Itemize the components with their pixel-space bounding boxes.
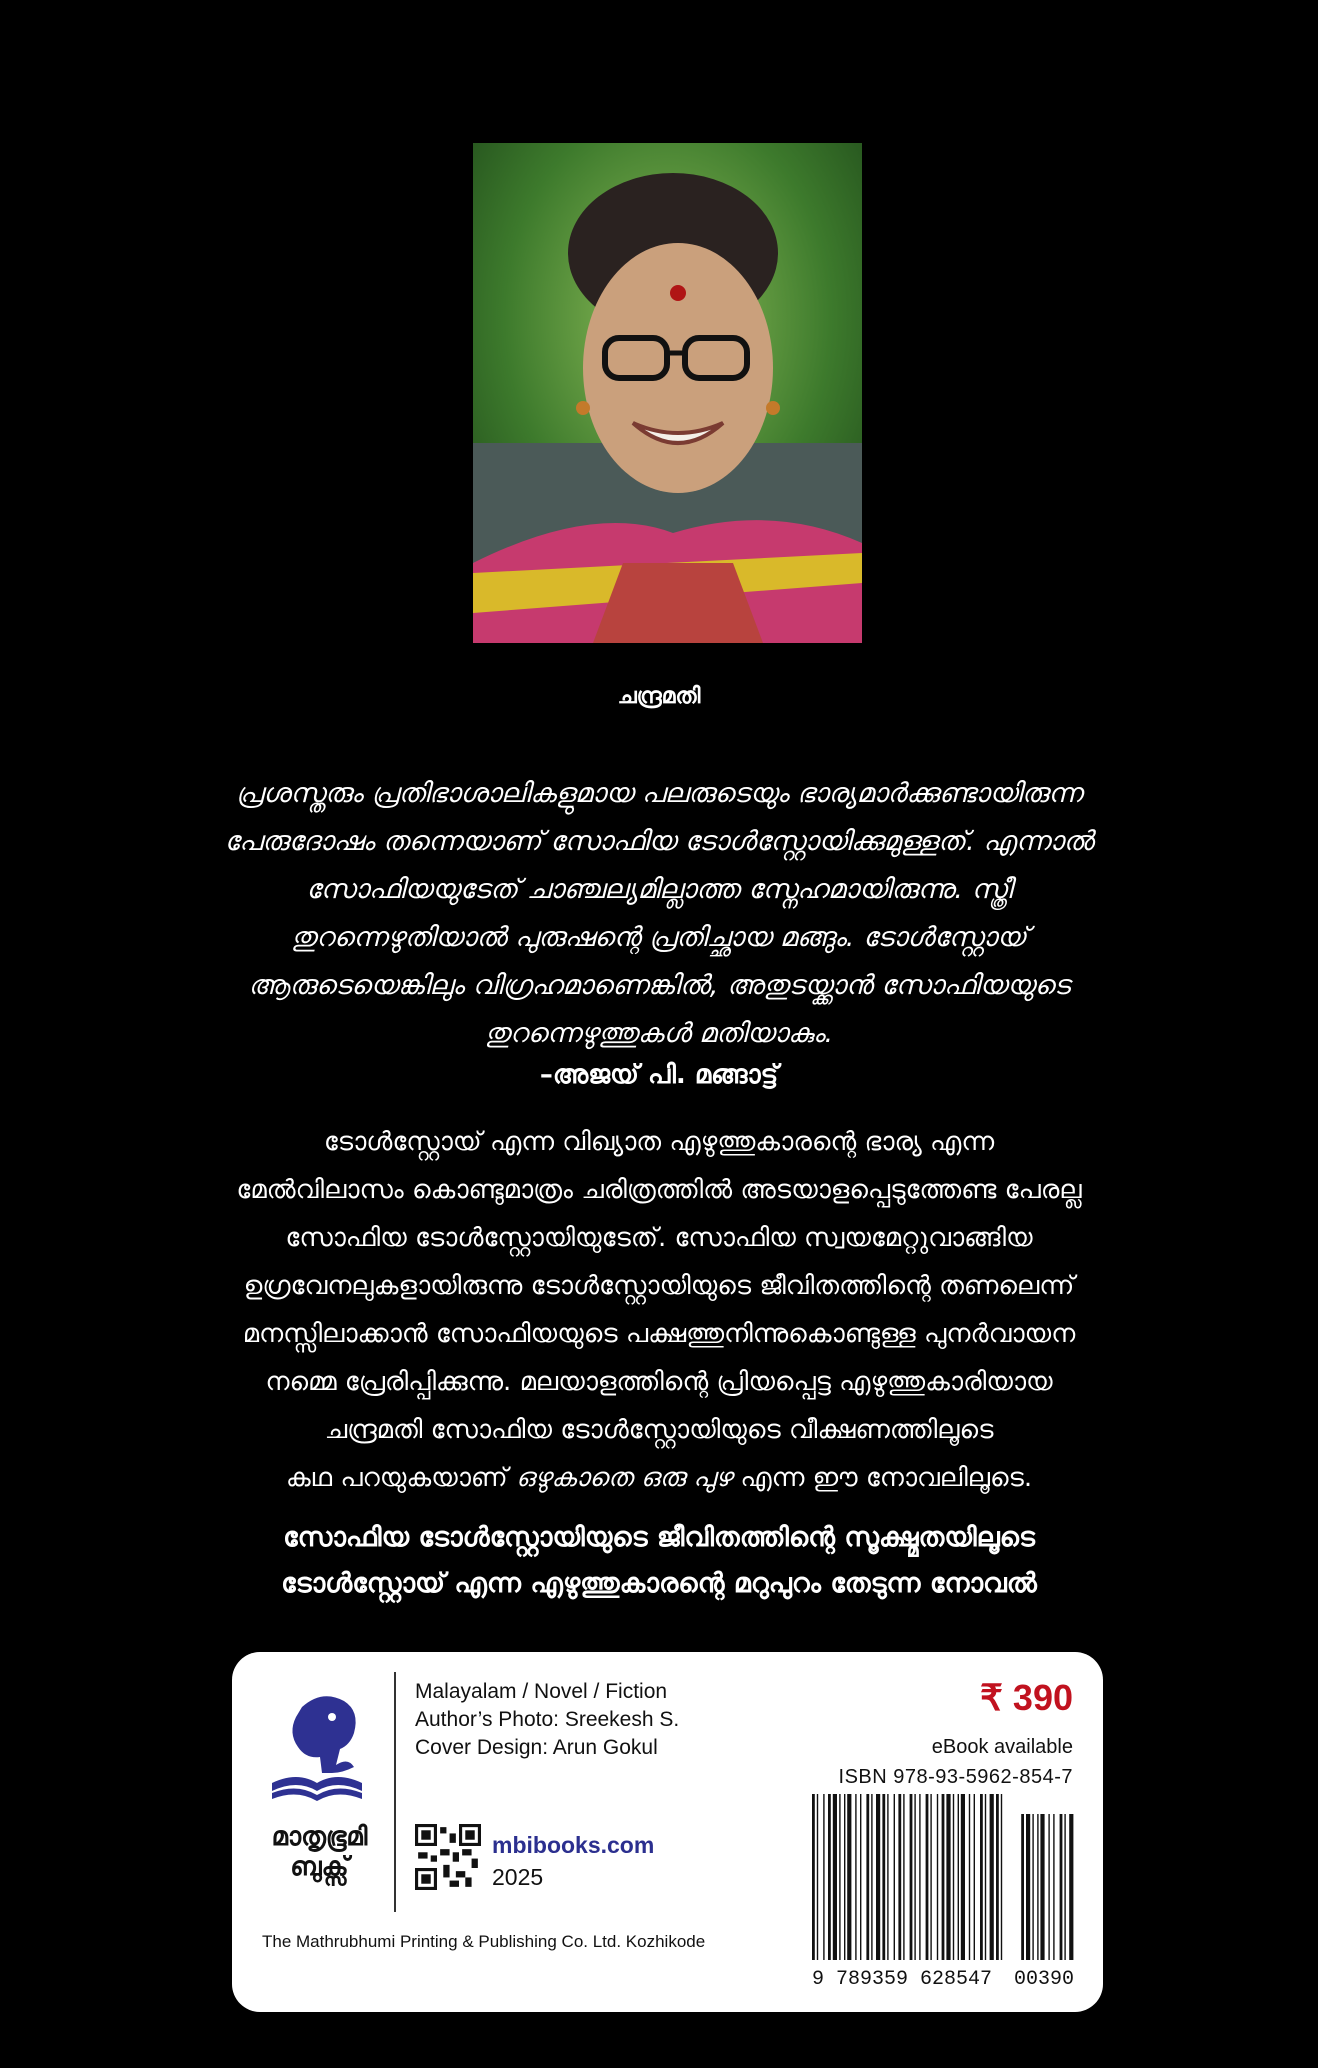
barcode-bar xyxy=(910,1794,913,1960)
author-name-caption: ചന്ദ്രമതി xyxy=(617,684,701,709)
barcode-bar xyxy=(930,1794,931,1960)
barcode-bar xyxy=(876,1794,880,1960)
book-title: ഒഴുകാതെ ഒരു പുഴ xyxy=(515,1463,733,1493)
blurb-line: മേൽവിലാസം കൊണ്ടുമാത്രം ചരിത്രത്തിൽ അടയാളപ്പെടുത്തേണ്ട പേരല്ല xyxy=(236,1175,1082,1205)
barcode-bar xyxy=(937,1794,938,1960)
price: ₹ 390 xyxy=(980,1677,1073,1718)
barcode-bar xyxy=(894,1794,895,1960)
barcode-addon-bar xyxy=(1064,1814,1065,1960)
barcode-bar xyxy=(953,1794,954,1960)
barcode-bar xyxy=(914,1794,915,1960)
quote-attribution: –അജയ് പി. മങ്ങാട്ട് xyxy=(539,1060,779,1090)
publication-year: 2025 xyxy=(492,1864,544,1890)
barcode-bar xyxy=(833,1794,837,1960)
barcode-bar xyxy=(942,1794,945,1960)
qr-code-icon xyxy=(415,1824,481,1890)
isbn: ISBN 978-93-5962-854-7 xyxy=(838,1766,1073,1788)
barcode-bar xyxy=(980,1794,983,1960)
barcode-bar xyxy=(860,1794,861,1960)
blurb-last-line xyxy=(110,1454,1208,1502)
ebook-availability: eBook available xyxy=(931,1736,1073,1758)
barcode-bar xyxy=(903,1794,904,1960)
quote-line: തുറന്നെഴുത്തുകൾ മതിയാകും. xyxy=(484,1018,834,1049)
barcode-addon-bar xyxy=(1053,1814,1054,1960)
quote-line: തുറന്നെഴുതിയാൽ പുരുഷന്റെ പ്രതിച്ഛായ മങ്ങും. ടോൾസ്റ്റോയ് xyxy=(291,922,1027,953)
publisher-name: The Mathrubhumi Printing & Publishing Co. Ltd. Kozhikode xyxy=(262,1932,706,1951)
divider xyxy=(394,1672,396,1912)
isbn-barcode xyxy=(810,1794,1076,1960)
barcode-bar xyxy=(866,1794,869,1960)
barcode-bar xyxy=(847,1794,851,1960)
barcode-bar xyxy=(919,1794,920,1960)
book-blurb xyxy=(110,1118,1208,1502)
barcode-addon-bar xyxy=(1032,1814,1033,1960)
quote-line: ആരുടെയെങ്കിലും വിഗ്രഹമാണെങ്കിൽ, അതുടയ്ക്കാൻ സോഫിയയുടെ xyxy=(248,970,1070,1001)
blurb-line: ടോൾസ്റ്റോയ് എന്ന വിഖ്യാത എഴുത്തുകാരന്റെ ഭാര്യ എന്ന xyxy=(323,1127,995,1157)
barcode-addon-bar xyxy=(1069,1814,1073,1960)
barcode-bar xyxy=(882,1794,885,1960)
barcode-bar xyxy=(985,1794,986,1960)
photo-credit-line: Author’s Photo: Sreekesh S. xyxy=(415,1708,680,1731)
barcode-bar xyxy=(926,1794,929,1960)
barcode-bar xyxy=(823,1794,824,1960)
barcode-addon-bar xyxy=(1037,1814,1038,1960)
barcode-bar xyxy=(990,1794,994,1960)
barcode-addon-bar xyxy=(1026,1814,1030,1960)
barcode-addon-number: 00390 xyxy=(1014,1968,1075,1991)
book-details xyxy=(415,1678,679,1762)
barcode-bar xyxy=(871,1794,872,1960)
barcode-number: 9 789359 628547 xyxy=(812,1968,993,1991)
blurb-line: മനസ്സിലാക്കാൻ സോഫിയയുടെ പക്ഷത്തുനിന്നുകൊണ്ടുള്ള പുനർവായന xyxy=(242,1319,1076,1349)
barcode-bar xyxy=(898,1794,901,1960)
barcode-bar xyxy=(844,1794,845,1960)
cover-credit-line: Cover Design: Arun Gokul xyxy=(415,1736,658,1759)
barcode-bar xyxy=(887,1794,888,1960)
blurb-line: ഉഗ്രവേനലുകളായിരുന്നു ടോൾസ്റ്റോയിയുടെ ജീവിതത്തിന്റെ തണലെന്ന് xyxy=(243,1271,1075,1301)
quote-line: സോഫിയയുടേത് ചാഞ്ചല്യമില്ലാത്ത സ്നേഹമായിരുന്നു. സ്ത്രീ xyxy=(306,874,1012,905)
barcode-bar xyxy=(812,1794,815,1960)
elephant-logo-icon xyxy=(262,1687,372,1807)
book-tagline xyxy=(110,1515,1208,1607)
publisher-info-panel xyxy=(232,1652,1103,2012)
barcode-bar xyxy=(839,1794,840,1960)
blurb-text: കഥ പറയുകയാണ് xyxy=(285,1463,516,1493)
barcode-bar xyxy=(958,1794,959,1960)
barcode-bar xyxy=(961,1794,965,1960)
publisher-logo-text xyxy=(262,1822,377,1882)
barcode-addon-bar xyxy=(1048,1814,1049,1960)
barcode-addon-bar xyxy=(1060,1814,1063,1960)
review-quote xyxy=(110,770,1208,1058)
logo-text-line: ബുക്സ് xyxy=(290,1852,349,1882)
blurb-line: നമ്മെ പ്രേരിപ്പിക്കുന്നു. മലയാളത്തിന്റെ പ്രിയപ്പെട്ട എഴുത്തുകാരിയായ xyxy=(265,1367,1053,1397)
barcode-bar xyxy=(828,1794,831,1960)
quote-line: പേരുദോഷം തന്നെയാണ് സോഫിയ ടോൾസ്റ്റോയിക്കുമുള്ളത്. എന്നാൽ xyxy=(224,826,1094,857)
genre-line: Malayalam / Novel / Fiction xyxy=(415,1680,668,1703)
barcode-bar xyxy=(974,1794,975,1960)
barcode-bar xyxy=(946,1794,950,1960)
blurb-line: ചന്ദ്രമതി സോഫിയ ടോൾസ്റ്റോയിയുടെ വീക്ഷണത്തിലൂടെ xyxy=(324,1415,994,1445)
barcode-bar xyxy=(996,1794,999,1960)
tagline-line: ടോൾസ്റ്റോയ് എന്ന എഴുത്തുകാരന്റെ മറുപുറം തേടുന്ന നോവൽ xyxy=(281,1568,1037,1599)
author-photo xyxy=(473,143,862,643)
barcode-addon-bar xyxy=(1021,1814,1024,1960)
barcode-bar xyxy=(1001,1794,1002,1960)
blurb-line: സോഫിയ ടോൾസ്റ്റോയിയുടേത്. സോഫിയ സ്വയമേറ്റുവാങ്ങിയ xyxy=(285,1223,1033,1253)
barcode-bar xyxy=(969,1794,970,1960)
barcode-addon-bar xyxy=(1040,1814,1044,1960)
blurb-text: എന്ന ഈ നോവലിലൂടെ. xyxy=(732,1463,1033,1493)
website-link[interactable]: mbibooks.com xyxy=(492,1832,655,1858)
author-portrait-illustration xyxy=(473,143,862,643)
quote-line: പ്രശസ്തരും പ്രതിഭാശാലികളുമായ പലരുടെയും ഭാര്യമാർക്കുണ്ടായിരുന്ന xyxy=(235,778,1083,809)
tagline-line: സോഫിയ ടോൾസ്റ്റോയിയുടെ ജീവിതത്തിന്റെ സൂക്ഷ്മതയിലൂടെ xyxy=(283,1522,1035,1553)
barcode-bar xyxy=(855,1794,856,1960)
barcode-bar xyxy=(817,1794,818,1960)
logo-text-line: മാതൃഭൂമി xyxy=(271,1822,368,1852)
